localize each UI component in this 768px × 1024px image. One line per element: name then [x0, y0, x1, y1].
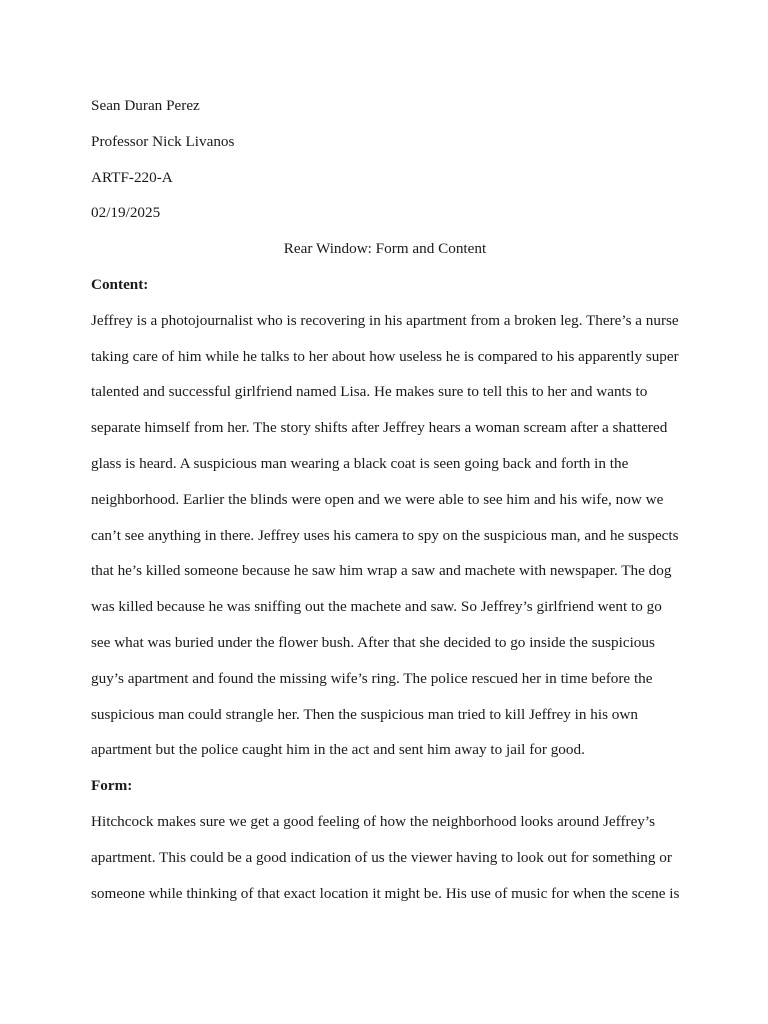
paragraph-line: can’t see anything in there. Jeffrey uses his camera to spy on the suspicious man, and he suspects	[91, 526, 679, 544]
form-paragraph	[91, 804, 679, 911]
document-title: Rear Window: Form and Content	[283, 240, 487, 258]
paragraph-line: apartment but the police caught him in the act and sent him away to jail for good.	[91, 741, 585, 759]
content-paragraph	[91, 303, 679, 768]
paragraph-line: that he’s killed someone because he saw him wrap a saw and machete with newspaper. The dog	[91, 562, 672, 580]
document-date: 02/19/2025	[91, 204, 161, 222]
paragraph-line: separate himself from her. The story shifts after Jeffrey hears a woman scream after a shattered	[91, 419, 668, 437]
paragraph-line: was killed because he was sniffing out the machete and saw. So Jeffrey’s girlfriend went to go	[91, 598, 662, 616]
paragraph-line: suspicious man could strangle her. Then the suspicious man tried to kill Jeffrey in his own	[91, 705, 638, 723]
paragraph-line: neighborhood. Earlier the blinds were open and we were able to see him and his wife, now we	[91, 490, 664, 508]
paragraph-line: see what was buried under the flower bush. After that she decided to go inside the suspicious	[91, 633, 655, 651]
paragraph-line: guy’s apartment and found the missing wife’s ring. The police rescued her in time before the	[91, 669, 653, 687]
student-name: Sean Duran Perez	[91, 97, 200, 114]
paragraph-line: taking care of him while he talks to her about how useless he is compared to his apparently super	[91, 347, 679, 365]
professor-name: Professor Nick Livanos	[91, 132, 235, 150]
content-heading: Content:	[91, 275, 149, 293]
form-heading: Form:	[91, 777, 133, 795]
paragraph-line: glass is heard. A suspicious man wearing a black coat is seen going back and forth in the	[91, 454, 629, 472]
paragraph-line: Hitchcock makes sure we get a good feeling of how the neighborhood looks around Jeffrey’s	[91, 812, 656, 830]
paragraph-line: someone while thinking of that exact location it might be. His use of music for when the scene is	[91, 884, 680, 902]
course-code: ARTF-220-A	[91, 168, 173, 186]
paragraph-line: apartment. This could be a good indication of us the viewer having to look out for something or	[91, 848, 672, 866]
paragraph-line: talented and successful girlfriend named Lisa. He makes sure to tell this to her and wants to	[91, 383, 648, 401]
paragraph-line: Jeffrey is a photojournalist who is recovering in his apartment from a broken leg. There’s a nurse	[91, 311, 679, 329]
document-body	[91, 88, 679, 911]
